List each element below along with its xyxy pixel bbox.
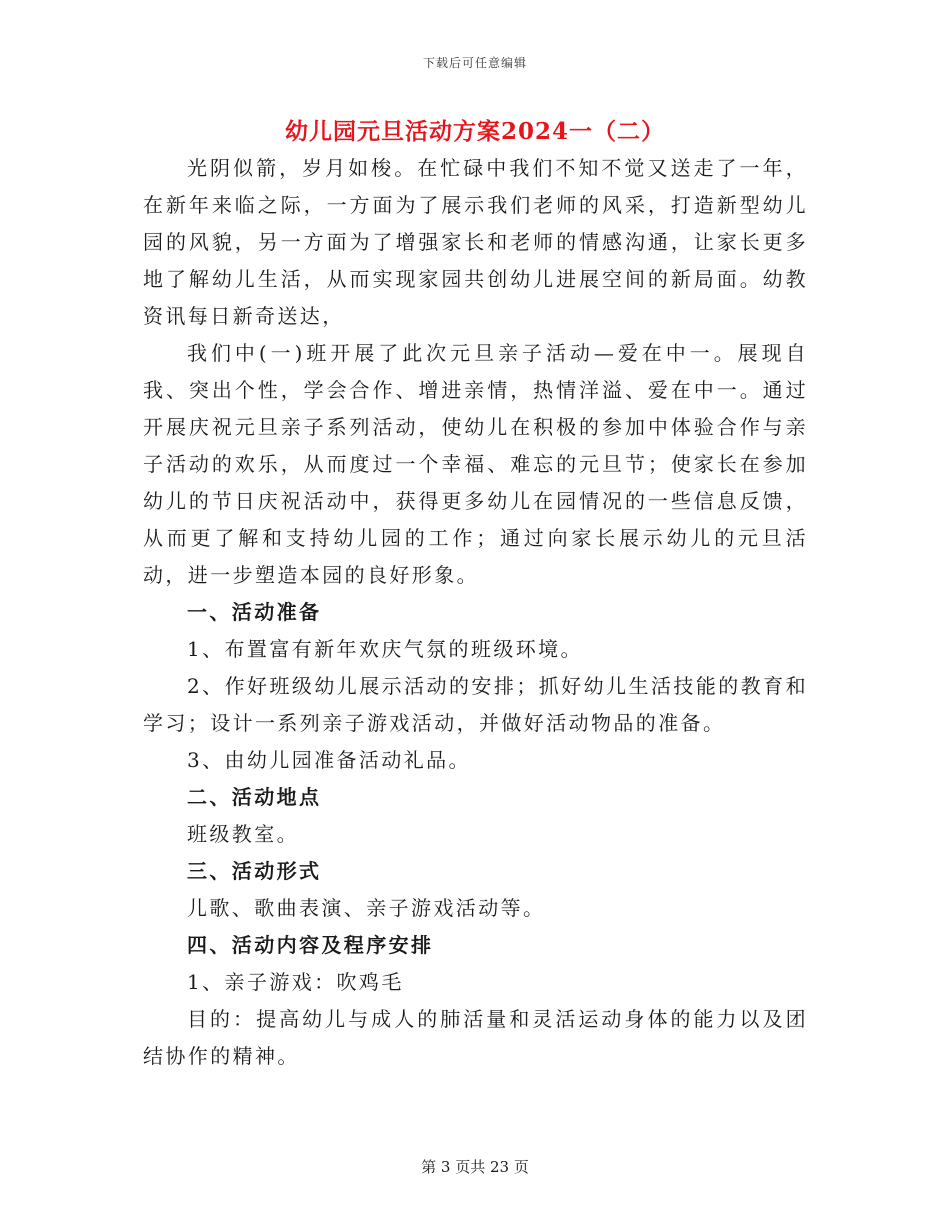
form-text: 儿歌、歌曲表演、亲子游戏活动等。 [187, 896, 546, 920]
list-item: 1、布置富有新年欢庆气氛的班级环境。 [187, 637, 583, 661]
page-number: 第 3 页共 23 页 [421, 1158, 529, 1176]
game-purpose: 目的：提高幼儿与成人的肺活量和灵活运动身体的能力以及团结协作的精神。 [143, 1007, 808, 1068]
document-body [143, 150, 808, 1075]
section-heading-content: 四、活动内容及程序安排 [187, 933, 434, 957]
list-item: 2、作好班级幼儿展示活动的安排；抓好幼儿生活技能的教育和学习；设计一系列亲子游戏活动，并做好活动物品的准备。 [143, 674, 808, 735]
header-note: 下载后可任意编辑 [422, 56, 527, 70]
list-item: 3、由幼儿园准备活动礼品。 [187, 748, 471, 772]
intro-paragraph: 光阴似箭，岁月如梭。在忙碌中我们不知不觉又送走了一年，在新年来临之际，一方面为了展示我们老师的风采，打造新型幼儿园的风貌，另一方面为了增强家长和老师的情感沟通，让家长更多地了解幼儿生活，从而实现家园共创幼儿进展空间的新局面。幼教资讯每日新奇送达， [143, 156, 808, 328]
section-heading-preparation: 一、活动准备 [187, 600, 322, 624]
activity-paragraph: 我们中(一)班开展了此次元旦亲子活动—爱在中一。展现自我、突出个性，学会合作、增进亲情，热情洋溢、爱在中一。通过开展庆祝元旦亲子系列活动，使幼儿在积极的参加中体验合作与亲子活动的欢乐，从而度过一个幸福、难忘的元旦节；使家长在参加幼儿的节日庆祝活动中，获得更多幼儿在园情况的一些信息反馈，从而更了解和支持幼儿园的工作；通过向家长展示幼儿的元旦活动，进一步塑造本园的良好形象。 [143, 341, 808, 587]
section-heading-form: 三、活动形式 [187, 859, 322, 883]
section-heading-location: 二、活动地点 [187, 785, 322, 809]
location-text: 班级教室。 [187, 822, 299, 846]
game-title: 1、亲子游戏：吹鸡毛 [187, 970, 404, 994]
document-title: 幼儿园元旦活动方案2024一（二） [284, 118, 665, 145]
